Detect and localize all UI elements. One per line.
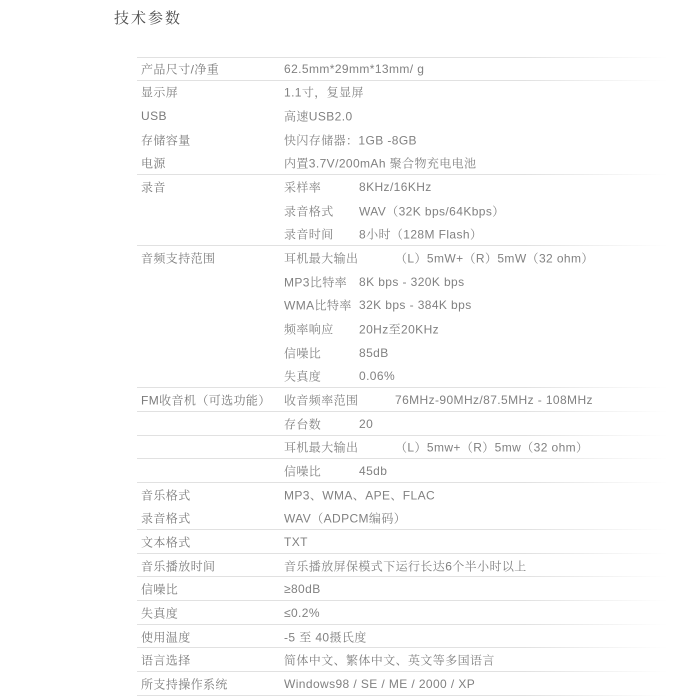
table-row [137, 436, 690, 460]
spec-label: 信噪比 [141, 582, 179, 597]
table-row [137, 223, 690, 247]
spec-value: 45db [359, 463, 388, 478]
spec-label: 录音 [141, 180, 166, 195]
page-title: 技术参数 [114, 10, 183, 27]
spec-label: 所支持操作系统 [141, 677, 228, 692]
table-row [137, 412, 690, 436]
spec-value: 8小时（128M Flash） [359, 227, 483, 242]
spec-label: 音乐播放时间 [141, 559, 216, 574]
table-row [137, 365, 690, 389]
spec-value: 内置3.7V/200mAh 聚合物充电电池 [284, 156, 477, 171]
spec-key: 信噪比 [284, 346, 322, 361]
spec-label: USB [141, 109, 167, 124]
table-row [137, 104, 690, 128]
spec-value: 32K bps - 384K bps [359, 298, 472, 313]
table-row [137, 175, 690, 199]
spec-label: FM收音机（可选功能） [141, 393, 271, 408]
spec-value: ≤0.2% [284, 605, 320, 620]
spec-value: 8KHz/16KHz [359, 180, 432, 195]
spec-key: WMA比特率 [284, 298, 352, 313]
spec-table [137, 57, 690, 696]
spec-value: 0.06% [359, 369, 396, 384]
spec-value: 85dB [359, 345, 389, 360]
spec-value: -5 至 40摄氏度 [284, 630, 367, 645]
spec-value: 高速USB2.0 [284, 109, 353, 124]
spec-value: （L）5mw+（R）5mw（32 ohm） [395, 440, 589, 455]
table-row [137, 270, 690, 294]
spec-key: MP3比特率 [284, 275, 348, 290]
spec-value: 62.5mm*29mm*13mm/ g [284, 61, 425, 76]
table-row [137, 577, 690, 601]
table-row [137, 341, 690, 365]
table-row [137, 57, 690, 81]
table-row [137, 199, 690, 223]
spec-label: 显示屏 [141, 85, 179, 100]
spec-key: 耳机最大输出 [284, 251, 359, 266]
spec-value: 20Hz至20KHz [359, 322, 440, 337]
table-row [137, 294, 690, 318]
table-row [137, 246, 690, 270]
spec-key: 频率响应 [284, 322, 334, 337]
spec-label: 存储容量 [141, 133, 191, 148]
spec-value: ≥80dB [284, 582, 321, 597]
spec-label: 音乐格式 [141, 488, 191, 503]
spec-label: 录音格式 [141, 511, 191, 526]
table-row [137, 506, 690, 530]
spec-label: 电源 [141, 156, 166, 171]
spec-label: 失真度 [141, 606, 179, 621]
spec-value: WAV（32K bps/64Kbps） [359, 204, 505, 219]
spec-label: 产品尺寸/净重 [141, 62, 220, 77]
table-row [137, 459, 690, 483]
spec-key: 录音时间 [284, 227, 334, 242]
table-row [137, 554, 690, 578]
table-row [137, 128, 690, 152]
spec-key: 失真度 [284, 369, 322, 384]
spec-key: 耳机最大输出 [284, 440, 359, 455]
spec-label: 语言选择 [141, 653, 191, 668]
spec-value: （L）5mW+（R）5mW（32 ohm） [395, 251, 594, 266]
spec-value: 76MHz-90MHz/87.5MHz - 108MHz [395, 393, 593, 408]
spec-key: 信噪比 [284, 464, 322, 479]
spec-value: 简体中文、繁体中文、英文等多国语言 [284, 653, 495, 668]
spec-value: TXT [284, 534, 308, 549]
table-row [137, 648, 690, 672]
spec-value: 快闪存储器：1GB -8GB [284, 133, 417, 148]
spec-label: 文本格式 [141, 535, 191, 550]
spec-value: WAV（ADPCM编码） [284, 511, 407, 526]
table-row [137, 601, 690, 625]
table-row [137, 81, 690, 105]
table-row [137, 152, 690, 176]
table-row [137, 672, 690, 696]
spec-key: 收音频率范围 [284, 393, 359, 408]
spec-key: 采样率 [284, 180, 322, 195]
spec-value: 20 [359, 416, 374, 431]
spec-value: 1.1寸，复显屏 [284, 85, 364, 100]
spec-label: 音频支持范围 [141, 251, 216, 266]
table-row [137, 483, 690, 507]
table-row [137, 317, 690, 341]
spec-value: MP3、WMA、APE、FLAC [284, 488, 436, 503]
table-row [137, 530, 690, 554]
spec-key: 存台数 [284, 417, 322, 432]
spec-key: 录音格式 [284, 204, 334, 219]
spec-label: 使用温度 [141, 630, 191, 645]
table-row [137, 625, 690, 649]
spec-value: 8K bps - 320K bps [359, 274, 465, 289]
table-row [137, 388, 690, 412]
spec-value: 音乐播放屏保模式下运行长达6个半小时以上 [284, 559, 527, 574]
spec-value: Windows98 / SE / ME / 2000 / XP [284, 676, 476, 691]
